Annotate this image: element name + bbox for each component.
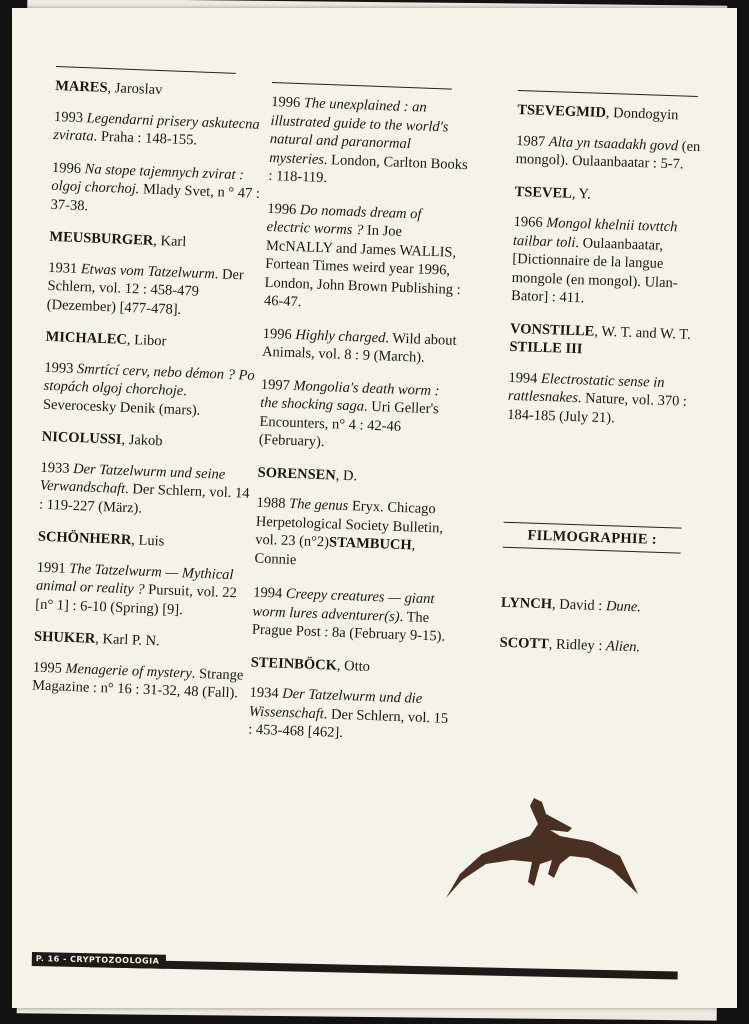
footer-bar xyxy=(90,959,678,979)
author-heading: MARES, Jaroslav xyxy=(54,77,163,99)
bibliography-entry: 1997 Mongolia's death worm : the shocking saga. Uri Geller's Encounters, n° 4 : 42-46 (February). xyxy=(258,376,440,451)
page xyxy=(12,8,737,1008)
pterosaur-icon xyxy=(442,794,642,904)
bibliography-entry: 1993 Legendarni prisery askutecna zvirata. Praha : 148-155. xyxy=(53,108,261,149)
column-1 xyxy=(31,66,271,717)
bibliography-entry: 1995 Menagerie of mystery. Strange Magazine : n° 16 : 31-32, 48 (Fall). xyxy=(31,659,244,702)
author-heading: NICOLUSSI, Jakob xyxy=(41,428,163,450)
author-heading: STEINBÖCK, Otto xyxy=(250,654,371,675)
filmography-heading: FILMOGRAPHIE : xyxy=(527,527,658,548)
bibliography-entry: 1996 The unexplained : an illustrated guide to the world's natural and paranormal mysteries. London, Carlton Books : 118-119. xyxy=(268,93,468,187)
footer-label: P. 16 - CRYPTOZOOLOGIA xyxy=(32,952,166,969)
author-heading: VONSTILLE, W. T. and W. T. STILLE III xyxy=(509,320,692,358)
bibliography-entry: 1934 Der Tatzelwurm und die Wissenschaft. Der Schlern, vol. 15 : 453-468 [462]. xyxy=(247,684,449,742)
bibliography-entry: 1933 Der Tatzelwurm und seine Verwandschaft. Der Schlern, vol. 14 : 119-227 (März). xyxy=(38,459,250,517)
author-heading: MEUSBURGER, Karl xyxy=(49,228,187,251)
bibliography-entry: 1994 Creepy creatures — giant worm lures adventurer(s). The Prague Post : 8a (February 9-15). xyxy=(251,584,446,645)
bibliography-entry: 1996 Do nomads dream of electric worms ? In Joe McNALLY and James WALLIS, Fortean Times weird year 1996, London, John Brown Publishing : 46-47. xyxy=(263,200,461,311)
column-rule xyxy=(272,82,452,90)
bibliography-entry: 1931 Etwas vom Tatzelwurm. Der Schlern, vol. 12 : 458-479 (Dezember) [477-478]. xyxy=(46,259,245,318)
bibliography-entry: 1987 Alta yn tsaadakh govd (en mongol). Oulaanbaatar : 5-7. xyxy=(515,132,701,173)
author-heading: MICHALEC, Libor xyxy=(45,328,167,350)
bibliography-entry: 1988 The genus Eryx. Chicago Herpetological Society Bulletin, vol. 23 (n°2)STAMBUCH, Connie xyxy=(254,494,444,568)
bibliography-entry: 1996 Na stope tajemnych zvirat : olgoj chorchoj. Mlady Svet, n ° 47 : 37-38. xyxy=(50,159,261,214)
film-entry: SCOTT, Ridley : Alien. xyxy=(499,634,641,656)
author-heading: SHUKER, Karl P. N. xyxy=(33,628,160,650)
page-footer xyxy=(32,952,678,980)
author-heading-inline: STAMBUCH xyxy=(328,534,412,554)
film-entry: LYNCH, David : Dune. xyxy=(500,594,642,615)
bibliography-entry: 1996 Highly charged. Wild about Animals, vol. 8 : 9 (March). xyxy=(261,325,457,366)
bibliography-entry: 1966 Mongol khelnii tovttch tailbar toli. Oulaanbaatar, [Dictionnaire de la langue mongole (en mongol). Ulan-Bator] : 411. xyxy=(510,213,678,307)
author-heading: TSEVEGMID, Dondogyin xyxy=(517,101,679,124)
column-rule xyxy=(56,66,236,74)
column-2 xyxy=(247,82,471,760)
column-rule xyxy=(518,90,698,97)
filmography-section xyxy=(499,522,703,659)
author-heading: TSEVEL, Y. xyxy=(514,183,592,202)
author-heading: SCHÖNHERR, Luis xyxy=(37,528,165,550)
bibliography-entry: 1993 Smrtící cerv, nebo démon ? Po stopách olgoj chorchoje. Severocesky Denik (mars). xyxy=(42,359,255,419)
column-3 xyxy=(499,90,718,681)
bibliography-entry: 1991 The Tatzelwurm — Mythical animal or reality ? Pursuit, vol. 22 [n° 1] : 6-10 (Spring) [9]. xyxy=(35,559,238,618)
author-heading: SORENSEN, D. xyxy=(257,464,358,484)
bibliography-entry: 1994 Electrostatic sense in rattlesnakes. Nature, vol. 370 : 184-185 (July 21). xyxy=(506,369,688,426)
